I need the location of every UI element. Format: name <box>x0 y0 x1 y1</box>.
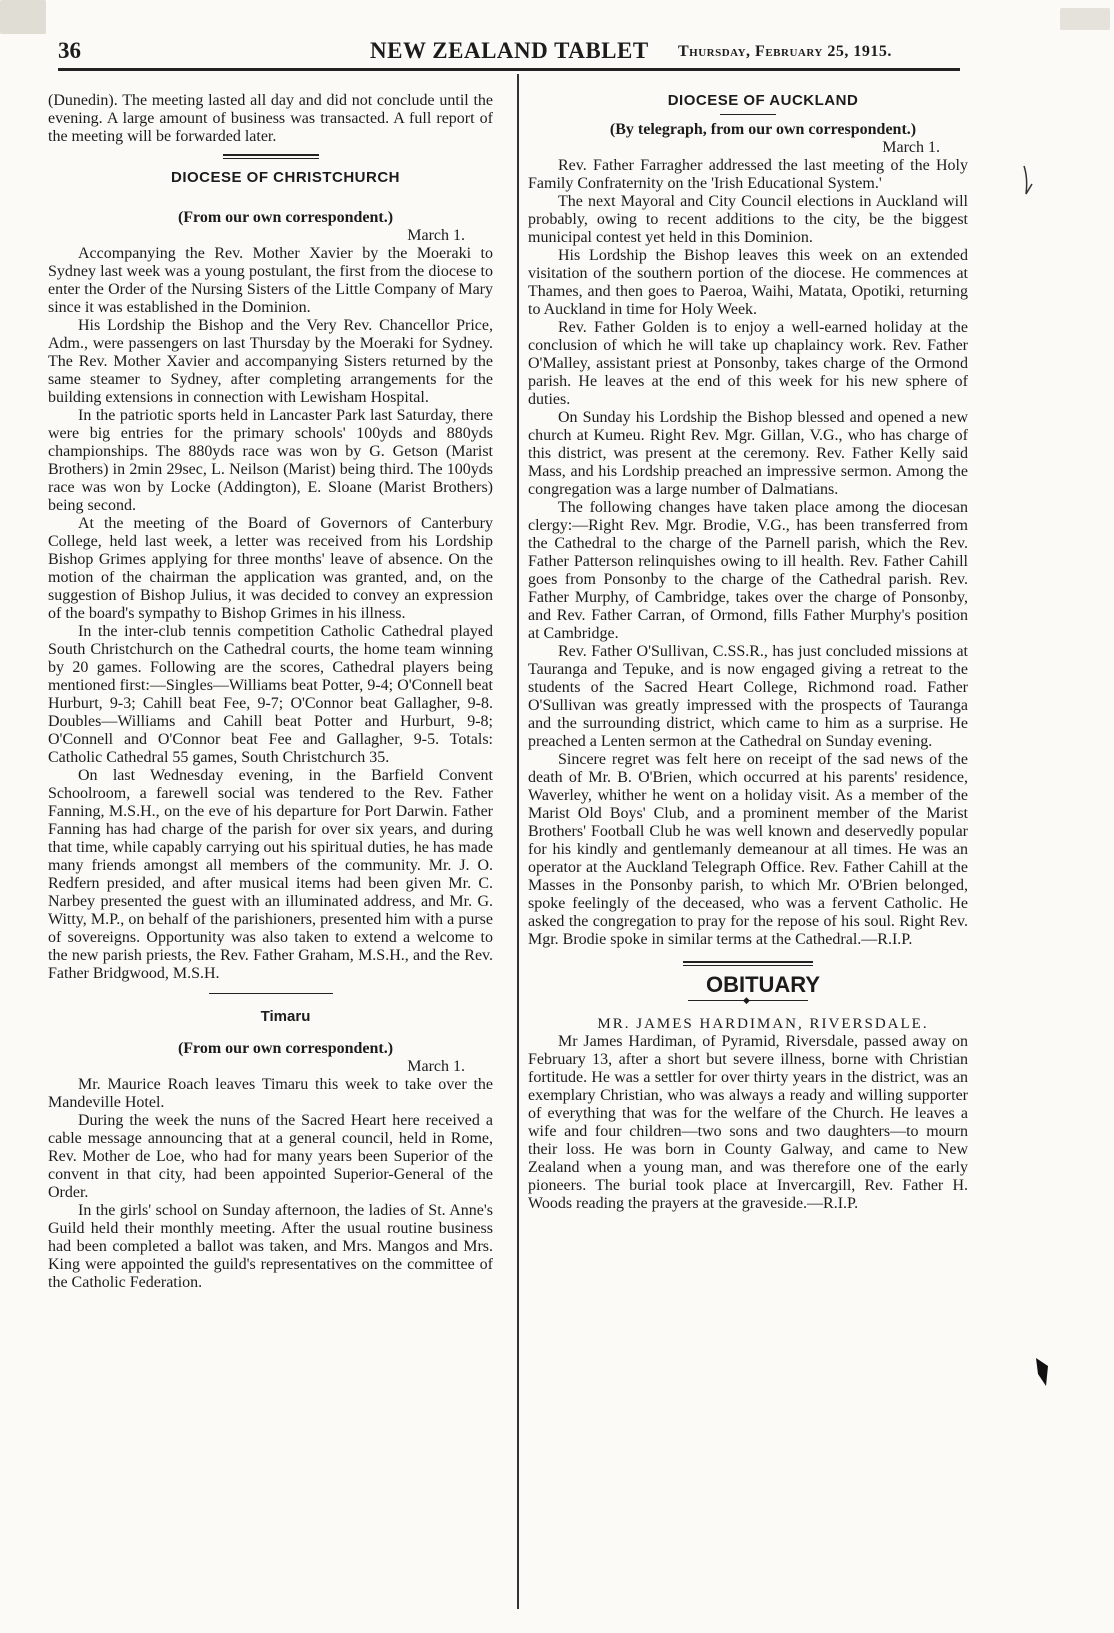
section-divider <box>209 993 333 994</box>
christchurch-paragraph: In the patriotic sports held in Lancaster Park last Saturday, there were big entries for the primary schools' 100yds and 880yds championships. The 880yds race was won by G. Getson (Marist Brothers) in 2min 29sec, L. Neilson (Marist) being third. The 100yds race was won by Locke (Addington), E. Sloane (Marist Brothers) being second. <box>48 407 493 514</box>
auckland-paragraph: The following changes have taken place among the diocesan clergy:—Right Rev. Mgr. Brodie, V.G., has been transferred from the Cathedral to the charge of the Parnell parish, which the Rev. Father Patterson relinquishes owing to ill health. Rev. Father Cahill goes from Ponsonby to the charge of the Cathedral parish. Rev. Father Murphy, of Cambridge, takes over the charge of Ponsonby, and Rev. Father Carran, of Ormond, fills Father Murphy's position at Cambridge. <box>528 499 968 642</box>
christchurch-paragraph: In the inter-club tennis competition Catholic Cathedral played South Christchurch on the Cathedral courts, the home team winning by 20 games. Following are the scores, Cathedral players being mentioned first:—Singles—Williams beat Potter, 9-4; O'Connell beat Hurburt, 9-3; Cahill beat Fee, 9-7; O'Connor beat Gallagher, 9-8. Doubles—Williams and Cahill beat Potter and Hurburt, 9-8; O'Connell and O'Connor beat Fee and Gallagher, 9-5. Totals: Catholic Cathedral 55 games, South Christchurch 35. <box>48 623 493 766</box>
obituary-subheading: MR. JAMES HARDIMAN, RIVERSDALE. <box>597 1016 929 1032</box>
page-header <box>58 38 958 68</box>
auckland-paragraph: On Sunday his Lordship the Bishop blessed and opened a new church at Kumeu. Right Rev. Mgr. Gillan, V.G., who has charge of this district, was present at the ceremony. Rev. Father Kelly said Mass, and his Lordship preached an impressive sermon. Among the congregation was a large number of Dalmatians. <box>528 409 968 498</box>
column-rule <box>517 74 519 1609</box>
christchurch-date: March 1. <box>407 227 465 244</box>
timaru-paragraph: Mr. Maurice Roach leaves Timaru this week to take over the Mandeville Hotel. <box>48 1076 493 1111</box>
intro-paragraph: (Dunedin). The meeting lasted all day and did not conclude until the evening. A large amount of business was transacted. A full report of the meeting will be forwarded later. <box>48 92 493 145</box>
timaru-byline: (From our own correspondent.) <box>177 1040 394 1057</box>
heading-rule <box>720 114 776 115</box>
section-divider <box>223 154 319 159</box>
christchurch-paragraph: On last Wednesday evening, in the Barfield Convent Schoolroom, a farewell social was tendered to the Rev. Father Fanning, M.S.H., on the eve of his departure for Port Darwin. Father Fanning has had charge of the parish for over six years, and during that time, while capably carrying out his spiritual duties, he has made many friends amongst all members of the community. Mr. J. O. Redfern presided, and after musical items had been given Mr. C. Narbey presented the guest with an illuminated address, and Mr. G. Witty, M.P., on behalf of the parishioners, presented him with a purse of sovereigns. Opportunity was also taken to extend a welcome to the new parish priests, the Rev. Father Graham, M.S.H., and the Rev. Father Bridgwood, M.S.H. <box>48 767 493 982</box>
auckland-paragraph: Rev. Father Golden is to enjoy a well-earned holiday at the conclusion of which he will take up chaplaincy work. Rev. Father O'Malley, assistant priest at Ponsonby, takes charge of the Ormond parish. He leaves at the end of this week for his new sphere of duties. <box>528 319 968 408</box>
obituary-heading: OBITUARY <box>705 972 821 997</box>
auckland-paragraph: Rev. Father Farragher addressed the last meeting of the Holy Family Confraternity on the 'Irish Educational System.' <box>528 157 968 192</box>
ink-mark <box>1022 164 1034 196</box>
auckland-byline: (By telegraph, from our own correspondent.) <box>609 121 917 138</box>
christchurch-byline: (From our own correspondent.) <box>177 209 394 226</box>
christchurch-paragraph: Accompanying the Rev. Mother Xavier by the Moeraki to Sydney last week was a young postulant, the first from the diocese to enter the Order of the Nursing Sisters of the Little Company of Mary since it was established in the Dominion. <box>48 245 493 316</box>
auckland-heading: DIOCESE OF AUCKLAND <box>667 92 859 109</box>
corner-stain <box>0 0 46 34</box>
obituary-paragraph: Mr James Hardiman, of Pyramid, Riversdale, passed away on February 13, after a short but severe illness, borne with Christian fortitude. He was a settler for over thirty years in the district, was an exemplary Christian, who was always a ready and willing supporter of everything that was for the welfare of the Church. He leaves a wife and four children—two sons and two daughters—to mourn their loss. He was born in County Galway, and came to New Zealand when a young man, and was therefore one of the early pioneers. The burial took place at Invercargill, Rev. Father H. Woods reading the prayers at the graveside.—R.I.P. <box>528 1033 968 1212</box>
christchurch-paragraph: His Lordship the Bishop and the Very Rev. Chancellor Price, Adm., were passengers on last Thursday by the Moeraki for Sydney. The Rev. Mother Xavier and accompanying Sisters returned by the same steamer to Sydney, after completing arrangements for the building extensions in connection with Lewisham Hospital. <box>48 317 493 406</box>
christchurch-paragraph: At the meeting of the Board of Governors of Canterbury College, held last week, a letter was received from his Lordship Bishop Grimes applying for three months' leave of absence. On the motion of the chairman the application was granted, and, on the suggestion of Bishop Julius, it was decided to convey an expression of the board's sympathy to Bishop Grimes in his illness. <box>48 515 493 622</box>
timaru-date: March 1. <box>407 1058 465 1075</box>
auckland-paragraph: Rev. Father O'Sullivan, C.SS.R., has just concluded missions at Tauranga and Tepuke, and is now engaged giving a retreat to the students of the Sacred Heart College, Richmond road. Father O'Sullivan was greatly impressed with the prospects of Tauranga and the surrounding district, which came to him as a surprise. He preached a Lenten sermon at the Cathedral on Sunday evening. <box>528 643 968 750</box>
auckland-paragraph: The next Mayoral and City Council elections in Auckland will probably, owing to recent additions to the city, be the biggest municipal contest yet held in this Dominion. <box>528 193 968 246</box>
diamond-icon: ◆ <box>743 995 750 1005</box>
ornament-rule <box>688 995 808 1005</box>
corner-stain <box>1060 8 1110 30</box>
timaru-paragraph: In the girls' school on Sunday afternoon, the ladies of St. Anne's Guild held their monthly meeting. After the usual routine business had been completed a ballot was taken, and Mrs. Mangos and Mrs. King were appointed the guild's representatives on the committee of the Catholic Federation. <box>48 1202 493 1291</box>
page-number: 36 <box>58 38 81 63</box>
christchurch-heading: DIOCESE OF CHRISTCHURCH <box>170 169 400 186</box>
right-column <box>528 92 968 1213</box>
left-column <box>48 92 493 1292</box>
ink-mark <box>1032 1356 1052 1388</box>
timaru-heading: Timaru <box>260 1008 311 1025</box>
masthead-title: NEW ZEALAND TABLET <box>370 38 649 63</box>
section-divider <box>683 961 813 966</box>
header-rule <box>58 68 960 71</box>
timaru-paragraph: During the week the nuns of the Sacred Heart here received a cable message announcing that at a general council, held in Rome, Rev. Mother de Loe, who had for many years been Superior of the convent in that city, had been appointed Superior-General of the Order. <box>48 1112 493 1201</box>
auckland-paragraph: Sincere regret was felt here on receipt of the sad news of the death of Mr. B. O'Brien, which occurred at his parents' residence, Waverley, whither he went on a holiday visit. As a member of the Marist Old Boys' Club, and a prominent member of the Marist Brothers' Football Club he was well known and deservedly popular for his kindly and gentlemanly demeanour at all times. He was an operator at the Auckland Telegraph Office. Rev. Father Cahill at the Masses in the Ponsonby parish, to which Mr. O'Brien belonged, spoke feelingly of the deceased, who was a fervent Catholic. He asked the congregation to pray for the repose of his soul. Right Rev. Mgr. Brodie spoke in similar terms at the Cathedral.—R.I.P. <box>528 751 968 948</box>
issue-date: Thursday, February 25, 1915. <box>678 43 892 60</box>
auckland-date: March 1. <box>882 139 940 156</box>
auckland-paragraph: His Lordship the Bishop leaves this week on an extended visitation of the southern portion of the diocese. He commences at Thames, and then goes to Paeroa, Waihi, Matata, Opotiki, returning to Auckland in time for Holy Week. <box>528 247 968 318</box>
